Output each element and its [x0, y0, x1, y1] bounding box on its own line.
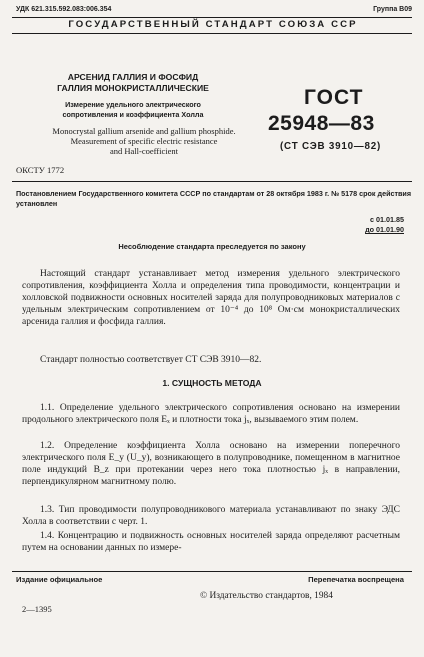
valid-from-date: с 01.01.85: [370, 215, 404, 224]
title-ru-line2: ГАЛЛИЯ МОНОКРИСТАЛЛИЧЕСКИЕ: [57, 83, 209, 93]
okstu-rule: [12, 181, 412, 182]
reprint-prohibited: Перепечатка воспрещена: [308, 575, 404, 584]
header-rule-top: [12, 17, 412, 18]
title-en-line3: and Hall-coefficient: [109, 146, 179, 156]
clause-1-3: 1.3. Тип проводимости полупроводникового материала устанавливают по знаку ЭДС Холла в соответствии с черт. 1.: [22, 505, 400, 527]
state-standard-heading: ГОСУДАРСТВЕННЫЙ СТАНДАРТ СОЮЗА ССР: [68, 19, 358, 30]
title-en-line2: Measurement of specific electric resistance: [70, 136, 218, 146]
section-1-heading: 1. СУЩНОСТЬ МЕТОДА: [162, 378, 262, 388]
valid-to-date: до 01.01.90: [365, 225, 404, 234]
title-ru-sub1: Измерение удельного электрического: [65, 100, 201, 109]
udk-code: УДК 621.315.592.083:006.354: [16, 6, 112, 13]
clause-1-4: 1.4. Концентрацию и подвижность основных носителей заряда определяют расчетным путем на основании данных по измере-: [22, 531, 400, 553]
gost-number: 25948—83: [268, 112, 375, 135]
group-code: Группа В09: [373, 6, 412, 13]
title-ru-line1: АРСЕНИД ГАЛЛИЯ И ФОСФИД: [67, 72, 199, 82]
print-code: 2—1395: [22, 604, 52, 614]
decree-text: Постановлением Государственного комитета СССР по стандартам от 28 октября 1983 г. № 5178 срок действия установлен: [16, 189, 412, 208]
st-sev-reference: (СТ СЭВ 3910—82): [280, 141, 382, 152]
gost-label: ГОСТ: [304, 86, 364, 109]
clause-1-1: 1.1. Определение удельного электрического сопротивления основано на измерении продольного электрического поля Eₓ и плотности тока jₓ, вызываемого этим полем.: [22, 403, 400, 425]
header-rule-bottom: [12, 33, 412, 34]
intro-paragraph: Настоящий стандарт устанавливает метод измерения удельного электрического сопротивления, коэффициента Холла и определения типа проводимости, концентрации и холловской подвижности основных носителей заряда для полупроводниковых материалов с удельным электрическим сопротивлением от 10⁻⁴ до 10⁸ Ом·см монокристаллических арсенида галлия и фосфида галлия.: [22, 269, 400, 327]
footer-rule: [12, 571, 412, 572]
conformity-paragraph: Стандарт полностью соответствует СТ СЭВ 3910—82.: [40, 355, 262, 365]
validity-dates: [365, 215, 404, 235]
okstu-code: ОКСТУ 1772: [16, 165, 65, 175]
title-ru-sub2: сопротивления и коэффициента Холла: [62, 110, 204, 119]
noncompliance-notice: Несоблюдение стандарта преследуется по закону: [118, 242, 306, 251]
official-edition: Издание официальное: [16, 575, 103, 584]
copyright-notice: © Издательство стандартов, 1984: [200, 591, 333, 601]
title-en-line1: Monocrystal gallium arsenide and gallium phosphide.: [52, 126, 236, 136]
clause-1-2: 1.2. Определение коэффициента Холла основано на измерении поперечного электрического поля E_y (U_y), возникающего в полупроводнике, помещенном в магнитное поле индукций B_z при протекании через него тока плотностью jₓ в направлении, перпендикулярном магнитному полю.: [22, 441, 400, 487]
